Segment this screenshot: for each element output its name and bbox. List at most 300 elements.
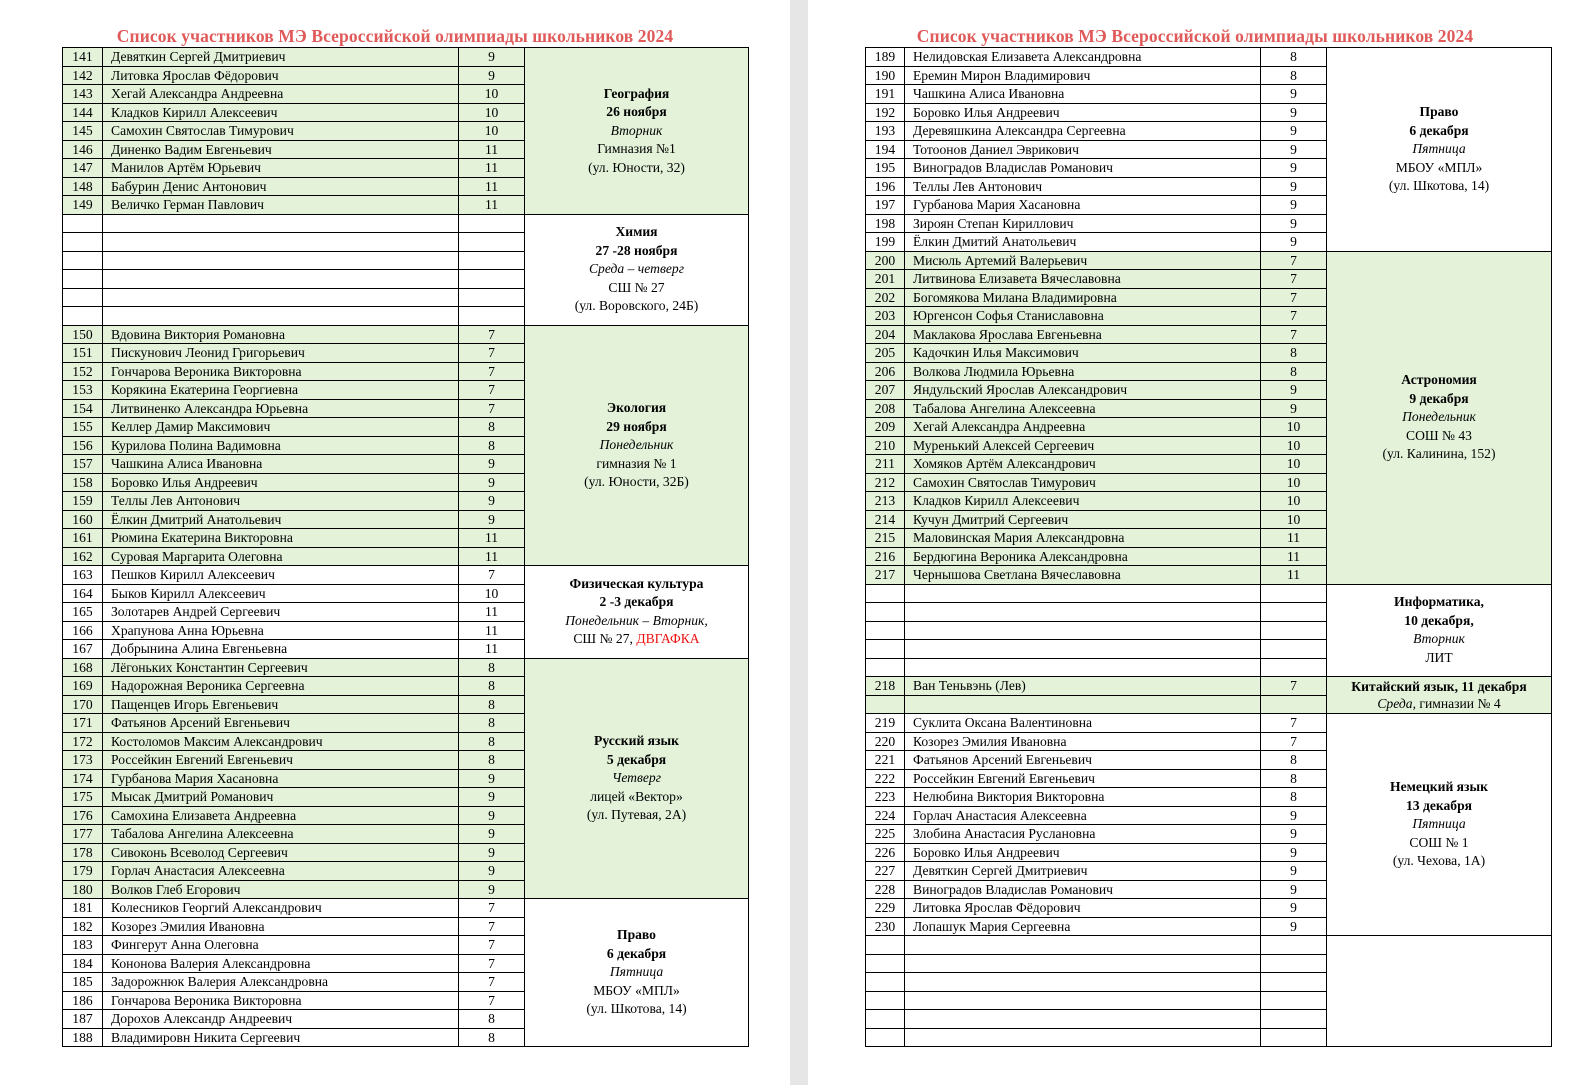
venue-name: СОШ № 43 xyxy=(1406,427,1472,443)
participant-name xyxy=(905,991,1261,1010)
participant-number: 155 xyxy=(63,418,103,437)
participant-grade: 7 xyxy=(1261,325,1327,344)
participant-grade: 10 xyxy=(1261,436,1327,455)
participant-name: Добрынина Алина Евгеньевна xyxy=(103,640,459,659)
subject-name: Право xyxy=(617,927,656,943)
participant-name: Нелидовская Елизавета Александровна xyxy=(905,48,1261,67)
participant-name: Кононова Валерия Александровна xyxy=(103,954,459,973)
olympiad-info-cell xyxy=(525,325,749,566)
participant-grade: 9 xyxy=(459,806,525,825)
venue xyxy=(525,982,748,1001)
participant-name: Суклита Оксана Валентиновна xyxy=(905,714,1261,733)
participant-grade: 8 xyxy=(459,751,525,770)
olympiad-info-cell xyxy=(525,214,749,325)
olympiad-info-cell xyxy=(525,658,749,899)
participant-name xyxy=(905,695,1261,714)
weekday: Четверг xyxy=(611,770,662,785)
participant-name: Волкова Людмила Юрьевна xyxy=(905,362,1261,381)
participant-number: 229 xyxy=(866,899,905,918)
participant-number: 192 xyxy=(866,103,905,122)
participant-grade: 9 xyxy=(1261,140,1327,159)
participant-number: 174 xyxy=(63,769,103,788)
participant-grade xyxy=(459,270,525,289)
participant-grade: 11 xyxy=(459,640,525,659)
participant-number xyxy=(866,1010,905,1029)
participant-grade: 7 xyxy=(1261,307,1327,326)
participant-number: 210 xyxy=(866,436,905,455)
participant-grade: 8 xyxy=(1261,788,1327,807)
participant-name: Кадочкин Илья Максимович xyxy=(905,344,1261,363)
participant-grade: 9 xyxy=(1261,825,1327,844)
participant-name: Гурбанова Мария Хасановна xyxy=(905,196,1261,215)
participant-name: Храпунова Анна Юрьевна xyxy=(103,621,459,640)
weekday: Пятница xyxy=(609,964,664,980)
participant-number: 150 xyxy=(63,325,103,344)
subject-name: Информатика, xyxy=(1394,594,1484,610)
participant-number: 223 xyxy=(866,788,905,807)
participant-number: 147 xyxy=(63,159,103,178)
participant-grade: 8 xyxy=(1261,66,1327,85)
participant-grade: 7 xyxy=(459,566,525,585)
participant-grade: 7 xyxy=(459,973,525,992)
participant-grade: 9 xyxy=(459,66,525,85)
participant-grade: 7 xyxy=(1261,677,1327,696)
participant-number: 209 xyxy=(866,418,905,437)
participant-grade: 8 xyxy=(459,418,525,437)
venue xyxy=(1327,834,1551,853)
participant-grade xyxy=(459,288,525,307)
participant-name: Келлер Дамир Максимович xyxy=(103,418,459,437)
participant-grade xyxy=(1261,621,1327,640)
participant-name: Чашкина Алиса Ивановна xyxy=(905,85,1261,104)
participant-number: 227 xyxy=(866,862,905,881)
weekday: Понедельник xyxy=(599,437,674,452)
olympiad-info-cell xyxy=(1327,714,1552,936)
participant-name: Мисюль Артемий Валерьевич xyxy=(905,251,1261,270)
participant-name xyxy=(905,658,1261,677)
participant-number: 175 xyxy=(63,788,103,807)
participant-name: Деревяшкина Александра Сергеевна xyxy=(905,122,1261,141)
participant-grade xyxy=(1261,973,1327,992)
participant-name: Козорез Эмилия Ивановна xyxy=(905,732,1261,751)
participant-name: Яндульский Ярослав Александрович xyxy=(905,381,1261,400)
participant-number: 185 xyxy=(63,973,103,992)
participant-number: 195 xyxy=(866,159,905,178)
participant-grade: 9 xyxy=(459,788,525,807)
participant-number: 206 xyxy=(866,362,905,381)
participant-name xyxy=(103,307,459,326)
table-row xyxy=(866,584,1552,603)
participant-grade: 10 xyxy=(459,122,525,141)
participant-number: 212 xyxy=(866,473,905,492)
participant-grade: 9 xyxy=(1261,862,1327,881)
participant-name: Самохин Святослав Тимурович xyxy=(905,473,1261,492)
participant-name: Кладков Кирилл Алексеевич xyxy=(103,103,459,122)
weekday: Пятница xyxy=(1412,816,1466,832)
olympiad-date: 29 ноября xyxy=(606,418,667,434)
olympiad-date: 26 ноября xyxy=(606,104,667,119)
subject-name: География xyxy=(603,85,670,101)
table-row xyxy=(866,48,1552,67)
participant-number: 183 xyxy=(63,936,103,955)
venue-name: гимназия № 1 xyxy=(596,455,677,471)
participant-name: Козорез Эмилия Ивановна xyxy=(103,917,459,936)
participant-grade: 11 xyxy=(1261,529,1327,548)
participant-name: Золотарев Андрей Сергеевич xyxy=(103,603,459,622)
participant-number xyxy=(63,270,103,289)
venue xyxy=(525,455,748,474)
olympiad-info-cell xyxy=(1327,251,1552,584)
participant-number: 214 xyxy=(866,510,905,529)
olympiad-info-cell xyxy=(1327,677,1552,714)
participant-grade xyxy=(459,214,525,233)
participant-number: 184 xyxy=(63,954,103,973)
venue-address: (ул. Воровского, 24Б) xyxy=(574,298,699,314)
participant-grade: 9 xyxy=(1261,233,1327,252)
venue-extra: ДВГАФКА xyxy=(636,631,700,647)
participant-number: 191 xyxy=(866,85,905,104)
participant-name: Быков Кирилл Алексеевич xyxy=(103,584,459,603)
participant-name: Табалова Ангелина Алексеевна xyxy=(905,399,1261,418)
participant-grade: 7 xyxy=(1261,270,1327,289)
participant-number: 199 xyxy=(866,233,905,252)
venue: гимназии № 4 xyxy=(1419,696,1501,711)
participant-number: 198 xyxy=(866,214,905,233)
participant-name: Колесников Георгий Александрович xyxy=(103,899,459,918)
participant-grade: 9 xyxy=(459,455,525,474)
participant-name: Нелюбина Виктория Викторовна xyxy=(905,788,1261,807)
subject-name: Экология xyxy=(606,400,667,415)
participant-grade: 8 xyxy=(459,658,525,677)
olympiad-date: 2 -3 декабря xyxy=(599,594,674,610)
participant-number: 156 xyxy=(63,436,103,455)
participant-number xyxy=(866,621,905,640)
olympiad-date: 27 -28 ноября xyxy=(595,242,678,258)
participant-grade xyxy=(1261,603,1327,622)
participant-name xyxy=(905,621,1261,640)
olympiad-info-cell xyxy=(1327,936,1552,1047)
participant-name: Хегай Александра Андреевна xyxy=(905,418,1261,437)
venue-name: СШ № 27 xyxy=(608,279,665,295)
participant-grade: 11 xyxy=(459,621,525,640)
weekday: Вторник xyxy=(610,122,663,138)
participant-grade: 9 xyxy=(1261,214,1327,233)
participant-name: Бердюгина Вероника Александровна xyxy=(905,547,1261,566)
participant-number: 230 xyxy=(866,917,905,936)
participant-number xyxy=(866,1028,905,1047)
participant-name xyxy=(905,584,1261,603)
venue-name: лицей «Вектор» xyxy=(590,788,683,804)
participant-grade: 7 xyxy=(459,936,525,955)
participant-grade: 7 xyxy=(459,954,525,973)
participant-grade: 11 xyxy=(459,547,525,566)
participant-grade: 9 xyxy=(1261,806,1327,825)
participant-grade: 11 xyxy=(459,177,525,196)
participant-name: Еремин Мирон Владимирович xyxy=(905,66,1261,85)
participant-grade: 7 xyxy=(459,381,525,400)
participant-grade: 9 xyxy=(1261,843,1327,862)
participant-name xyxy=(905,973,1261,992)
participant-grade: 8 xyxy=(459,695,525,714)
participant-number: 196 xyxy=(866,177,905,196)
participant-grade: 8 xyxy=(459,1010,525,1029)
table-row xyxy=(63,325,749,344)
subject-name: Русский язык xyxy=(594,733,679,748)
participant-grade: 7 xyxy=(1261,732,1327,751)
participant-number xyxy=(63,288,103,307)
participant-name: Кучун Дмитрий Сергеевич xyxy=(905,510,1261,529)
participant-name: Ёлкин Дмитий Анатольевич xyxy=(905,233,1261,252)
participant-name xyxy=(103,270,459,289)
participant-name: Рюмина Екатерина Викторовна xyxy=(103,529,459,548)
participant-grade xyxy=(1261,991,1327,1010)
participant-number: 194 xyxy=(866,140,905,159)
participant-grade: 7 xyxy=(459,325,525,344)
venue-name: ЛИТ xyxy=(1425,649,1453,665)
participant-grade: 7 xyxy=(459,917,525,936)
participant-name: Боровко Илья Андреевич xyxy=(905,103,1261,122)
participant-name: Пащенцев Игорь Евгеньевич xyxy=(103,695,459,714)
table-row xyxy=(866,251,1552,270)
participant-grade: 9 xyxy=(1261,399,1327,418)
participant-grade: 9 xyxy=(1261,122,1327,141)
venue xyxy=(1327,649,1551,668)
participant-number: 201 xyxy=(866,270,905,289)
participant-number xyxy=(63,233,103,252)
participant-number: 218 xyxy=(866,677,905,696)
participant-number: 186 xyxy=(63,991,103,1010)
venue-name: СШ № 27, xyxy=(573,631,633,647)
page-left xyxy=(0,0,790,1085)
participant-name: Корякина Екатерина Георгиевна xyxy=(103,381,459,400)
participant-number: 170 xyxy=(63,695,103,714)
participant-grade: 7 xyxy=(459,344,525,363)
participant-grade: 9 xyxy=(1261,177,1327,196)
participant-grade xyxy=(1261,640,1327,659)
olympiad-date: 10 декабря, xyxy=(1404,612,1474,628)
olympiad-info-cell xyxy=(525,899,749,1047)
participant-number: 222 xyxy=(866,769,905,788)
participant-name: Хомяков Артём Александрович xyxy=(905,455,1261,474)
participant-grade: 10 xyxy=(1261,418,1327,437)
participant-name: Теллы Лев Антонович xyxy=(103,492,459,511)
subject-name: Немецкий язык xyxy=(1390,779,1488,795)
participant-number: 172 xyxy=(63,732,103,751)
participant-grade: 7 xyxy=(1261,288,1327,307)
venue xyxy=(525,140,748,159)
participant-grade: 11 xyxy=(459,159,525,178)
participant-grade xyxy=(459,233,525,252)
participant-grade: 10 xyxy=(1261,510,1327,529)
participant-number: 204 xyxy=(866,325,905,344)
participant-number: 216 xyxy=(866,547,905,566)
participant-number xyxy=(63,307,103,326)
participant-number xyxy=(866,991,905,1010)
participant-name xyxy=(103,288,459,307)
participant-number: 157 xyxy=(63,455,103,474)
participant-number: 146 xyxy=(63,140,103,159)
venue xyxy=(1327,159,1551,178)
participant-name: Волков Глеб Егорович xyxy=(103,880,459,899)
participant-number xyxy=(866,973,905,992)
participant-name xyxy=(905,1010,1261,1029)
participant-grade xyxy=(1261,584,1327,603)
table-row xyxy=(63,48,749,67)
participant-name: Лёгоньких Константин Сергеевич xyxy=(103,658,459,677)
participant-number xyxy=(63,214,103,233)
weekday: Среда, xyxy=(1377,696,1416,711)
participant-name xyxy=(905,936,1261,955)
participant-name: Самохин Святослав Тимурович xyxy=(103,122,459,141)
participant-grade: 7 xyxy=(459,399,525,418)
participant-number: 224 xyxy=(866,806,905,825)
venue-address: (ул. Юности, 32Б) xyxy=(584,474,689,489)
participant-name: Боровко Илья Андреевич xyxy=(905,843,1261,862)
weekday: Вторник xyxy=(1413,631,1465,647)
participant-grade: 9 xyxy=(459,880,525,899)
participant-number: 177 xyxy=(63,825,103,844)
participant-name: Табалова Ангелина Алексеевна xyxy=(103,825,459,844)
olympiad-date: 6 декабря xyxy=(1409,122,1469,138)
participant-name xyxy=(103,233,459,252)
participant-name: Лопашук Мария Сергеевна xyxy=(905,917,1261,936)
participant-number xyxy=(866,695,905,714)
participant-name: Сивоконь Всеволод Сергеевич xyxy=(103,843,459,862)
participant-number: 161 xyxy=(63,529,103,548)
participant-name: Россейкин Евгений Евгеньевич xyxy=(103,751,459,770)
document-title: Список участников МЭ Всероссийской олимпиады школьников 2024 xyxy=(916,26,1474,46)
participant-grade: 7 xyxy=(459,899,525,918)
venue-name: МБОУ «МПЛ» xyxy=(1395,159,1483,175)
participant-grade xyxy=(1261,658,1327,677)
participant-grade xyxy=(1261,695,1327,714)
table-row xyxy=(63,214,749,233)
participant-name: Богомякова Милана Владимировна xyxy=(905,288,1261,307)
participant-number: 144 xyxy=(63,103,103,122)
participant-number: 164 xyxy=(63,584,103,603)
table-row xyxy=(63,566,749,585)
participant-grade: 9 xyxy=(1261,196,1327,215)
olympiad-info-cell xyxy=(525,48,749,215)
participant-name: Гончарова Вероника Викторовна xyxy=(103,991,459,1010)
participant-grade: 8 xyxy=(1261,48,1327,67)
participant-grade: 10 xyxy=(459,584,525,603)
participant-name: Суровая Маргарита Олеговна xyxy=(103,547,459,566)
participant-name: Фингерут Анна Олеговна xyxy=(103,936,459,955)
participant-number: 142 xyxy=(63,66,103,85)
participant-name: Пискунович Леонид Григорьевич xyxy=(103,344,459,363)
venue xyxy=(1327,427,1551,446)
page-right xyxy=(808,0,1582,1085)
participant-name: Фатьянов Арсений Евгеньевич xyxy=(103,714,459,733)
participant-grade xyxy=(459,307,525,326)
venue xyxy=(525,279,748,298)
participant-name: Литовка Ярослав Фёдорович xyxy=(103,66,459,85)
participant-name: Литвиненко Александра Юрьевна xyxy=(103,399,459,418)
participant-name: Виноградов Владислав Романович xyxy=(905,880,1261,899)
venue-name: Гимназия №1 xyxy=(597,141,676,156)
participant-name: Боровко Илья Андреевич xyxy=(103,473,459,492)
participant-number: 219 xyxy=(866,714,905,733)
olympiad-date: 5 декабря xyxy=(606,751,667,767)
participant-grade: 10 xyxy=(459,85,525,104)
participant-number: 197 xyxy=(866,196,905,215)
participant-number: 182 xyxy=(63,917,103,936)
participant-name: Юргенсон Софья Станиславовна xyxy=(905,307,1261,326)
participant-number: 205 xyxy=(866,344,905,363)
participants-table-left xyxy=(62,47,749,1047)
participant-name: Горлач Анастасия Алексеевна xyxy=(103,862,459,881)
venue xyxy=(525,630,748,649)
participant-number: 211 xyxy=(866,455,905,474)
participant-name: Владимировн Никита Сергеевич xyxy=(103,1028,459,1047)
participant-name: Теллы Лев Антонович xyxy=(905,177,1261,196)
participant-number: 221 xyxy=(866,751,905,770)
participant-number: 171 xyxy=(63,714,103,733)
participant-grade: 9 xyxy=(459,769,525,788)
participant-name: Россейкин Евгений Евгеньевич xyxy=(905,769,1261,788)
participant-name: Вдовина Виктория Романовна xyxy=(103,325,459,344)
olympiad-info-cell xyxy=(525,566,749,659)
participant-grade: 9 xyxy=(1261,381,1327,400)
participant-grade: 8 xyxy=(1261,344,1327,363)
participant-number xyxy=(866,954,905,973)
participant-grade: 10 xyxy=(1261,492,1327,511)
olympiad-date: 6 декабря xyxy=(606,945,667,961)
document-title: Список участников МЭ Всероссийской олимпиады школьников 2024 xyxy=(116,26,674,46)
participant-name: Мысак Дмитрий Романович xyxy=(103,788,459,807)
participant-grade: 7 xyxy=(459,991,525,1010)
participant-name: Фатьянов Арсений Евгеньевич xyxy=(905,751,1261,770)
participant-name: Муренький Алексей Сергеевич xyxy=(905,436,1261,455)
participant-name: Ёлкин Дмитрий Анатольевич xyxy=(103,510,459,529)
participant-number: 166 xyxy=(63,621,103,640)
participant-name: Девяткин Сергей Дмитриевич xyxy=(103,48,459,67)
participant-name: Чернышова Светлана Вячеславовна xyxy=(905,566,1261,585)
participants-table-right xyxy=(865,47,1552,1047)
participant-number: 151 xyxy=(63,344,103,363)
participant-grade: 10 xyxy=(1261,455,1327,474)
participant-number: 180 xyxy=(63,880,103,899)
participant-number xyxy=(866,658,905,677)
participant-grade: 8 xyxy=(1261,769,1327,788)
venue-name: СОШ № 1 xyxy=(1409,834,1469,850)
participant-grade xyxy=(1261,936,1327,955)
participant-grade: 9 xyxy=(459,862,525,881)
participant-name: Костоломов Максим Александрович xyxy=(103,732,459,751)
subject-name: Физическая культура xyxy=(569,575,704,591)
participant-number: 158 xyxy=(63,473,103,492)
participant-name: Пешков Кирилл Алексеевич xyxy=(103,566,459,585)
venue-name: МБОУ «МПЛ» xyxy=(593,982,680,998)
participant-number: 162 xyxy=(63,547,103,566)
participant-number xyxy=(866,936,905,955)
participant-number xyxy=(866,584,905,603)
participant-grade: 9 xyxy=(459,510,525,529)
participant-name: Литовка Ярослав Фёдорович xyxy=(905,899,1261,918)
participant-grade: 8 xyxy=(1261,751,1327,770)
participant-number: 143 xyxy=(63,85,103,104)
participant-number: 217 xyxy=(866,566,905,585)
participant-name: Маклакова Ярослава Евгеньевна xyxy=(905,325,1261,344)
participant-name: Бабурин Денис Антонович xyxy=(103,177,459,196)
participant-name: Литвинова Елизавета Вячеславовна xyxy=(905,270,1261,289)
participant-name xyxy=(103,251,459,270)
participant-name: Задорожнюк Валерия Александровна xyxy=(103,973,459,992)
participant-grade: 7 xyxy=(459,362,525,381)
olympiad-info-cell xyxy=(1327,584,1552,677)
participant-grade: 9 xyxy=(459,843,525,862)
